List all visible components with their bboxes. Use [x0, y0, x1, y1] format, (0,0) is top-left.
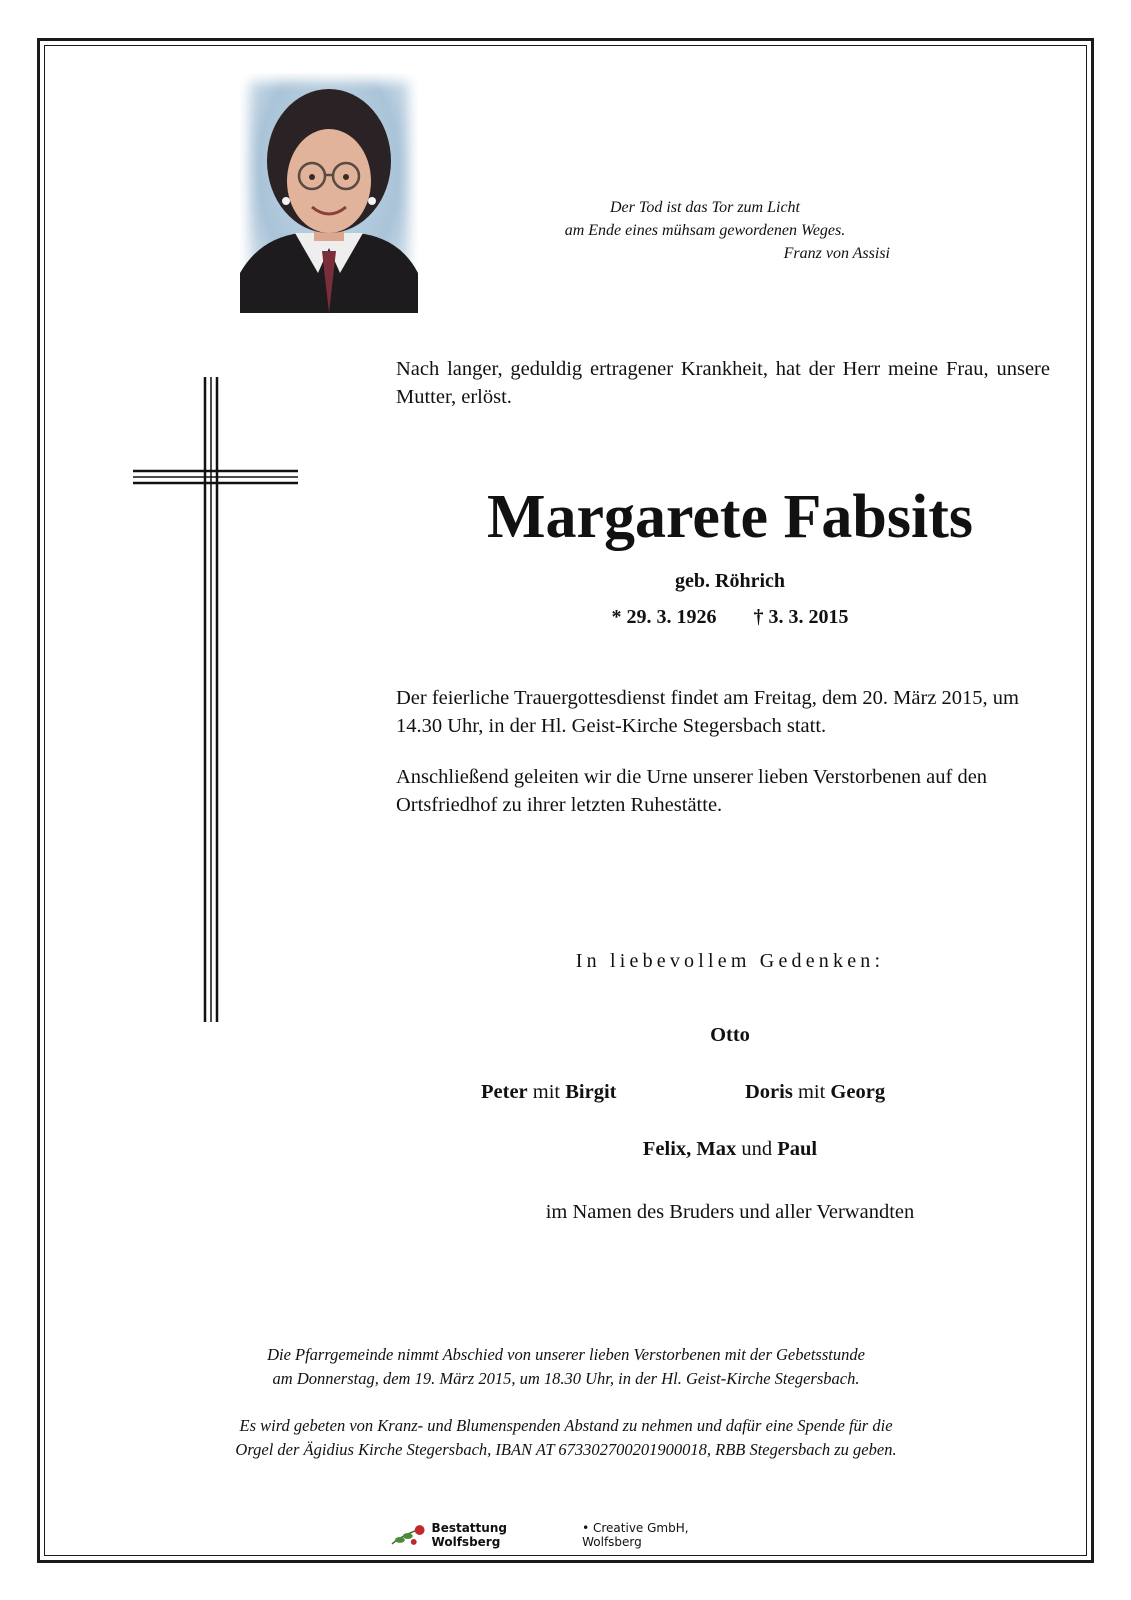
deceased-name: Margarete Fabsits [486, 483, 974, 551]
service-text: Der feierliche Trauergottesdienst findet am Freitag, dem 20. März 2015, um 14.30 Uhr, in der Hl. Geist-Kirche Stegersbach statt. [396, 687, 1020, 737]
family-husband: Otto [710, 1024, 750, 1046]
son-partner-name: Birgit [565, 1081, 617, 1103]
intro-text: Nach langer, geduldig ertragener Krankheit, hat der Herr meine Frau, unsere Mutter, erlöst. [396, 358, 1050, 408]
grandchild-3: Paul [777, 1138, 818, 1160]
family-daughter [745, 1081, 885, 1104]
family-son [481, 1081, 617, 1104]
life-dates [400, 606, 1060, 629]
death-date: † 3. 3. 2015 [753, 606, 849, 628]
burial-text: Anschließend geleiten wir die Urne unserer lieben Verstorbenen auf den Ortsfriedhof zu ihrer letzten Ruhestätte. [396, 766, 988, 816]
donation-notice [60, 1414, 1072, 1462]
connector-with: mit [797, 1081, 826, 1103]
portrait-photo [240, 73, 418, 313]
grandchild-1: Felix, [642, 1138, 692, 1160]
son-name: Peter [481, 1081, 528, 1103]
quote-block [520, 196, 890, 265]
quote-line-2: am Ende eines mühsam gewordenen Weges. [564, 222, 846, 239]
prayer-line-2: am Donnerstag, dem 19. März 2015, um 18.30 Uhr, in der Hl. Geist-Kirche Stegersbach. [272, 1369, 860, 1388]
prayer-notice [60, 1343, 1072, 1391]
family-on-behalf: im Namen des Bruders und aller Verwandten [545, 1201, 915, 1223]
connector-with: mit [532, 1081, 561, 1103]
daughter-partner-name: Georg [830, 1081, 886, 1103]
prayer-line-1: Die Pfarrgemeinde nimmt Abschied von unserer lieben Verstorbenen mit der Gebetsstunde [267, 1345, 865, 1364]
quote-author: Franz von Assisi [783, 245, 890, 262]
quote-line-1: Der Tod ist das Tor zum Licht [610, 199, 800, 216]
birth-date: * 29. 3. 1926 [611, 606, 717, 628]
donation-line-2: Orgel der Ägidius Kirche Stegersbach, IBAN AT 673302700201900018, RBB Stegersbach zu geben. [235, 1440, 897, 1459]
cross-icon [133, 377, 298, 1022]
grandchild-2: Max [696, 1138, 737, 1160]
rose-logo-icon [390, 1522, 428, 1548]
connector-and: und [741, 1138, 773, 1160]
footer [390, 1520, 750, 1550]
donation-line-1: Es wird gebeten von Kranz- und Blumenspenden Abstand zu nehmen und dafür eine Spende für die [239, 1416, 893, 1435]
daughter-name: Doris [745, 1081, 793, 1103]
footer-brand: Bestattung Wolfsberg [431, 1521, 507, 1549]
footer-company: • Creative GmbH, Wolfsberg [582, 1521, 689, 1549]
memory-heading: In liebevollem Gedenken: [575, 950, 885, 972]
birth-name: geb. Röhrich [675, 570, 785, 592]
family-grandchildren [400, 1138, 1060, 1161]
